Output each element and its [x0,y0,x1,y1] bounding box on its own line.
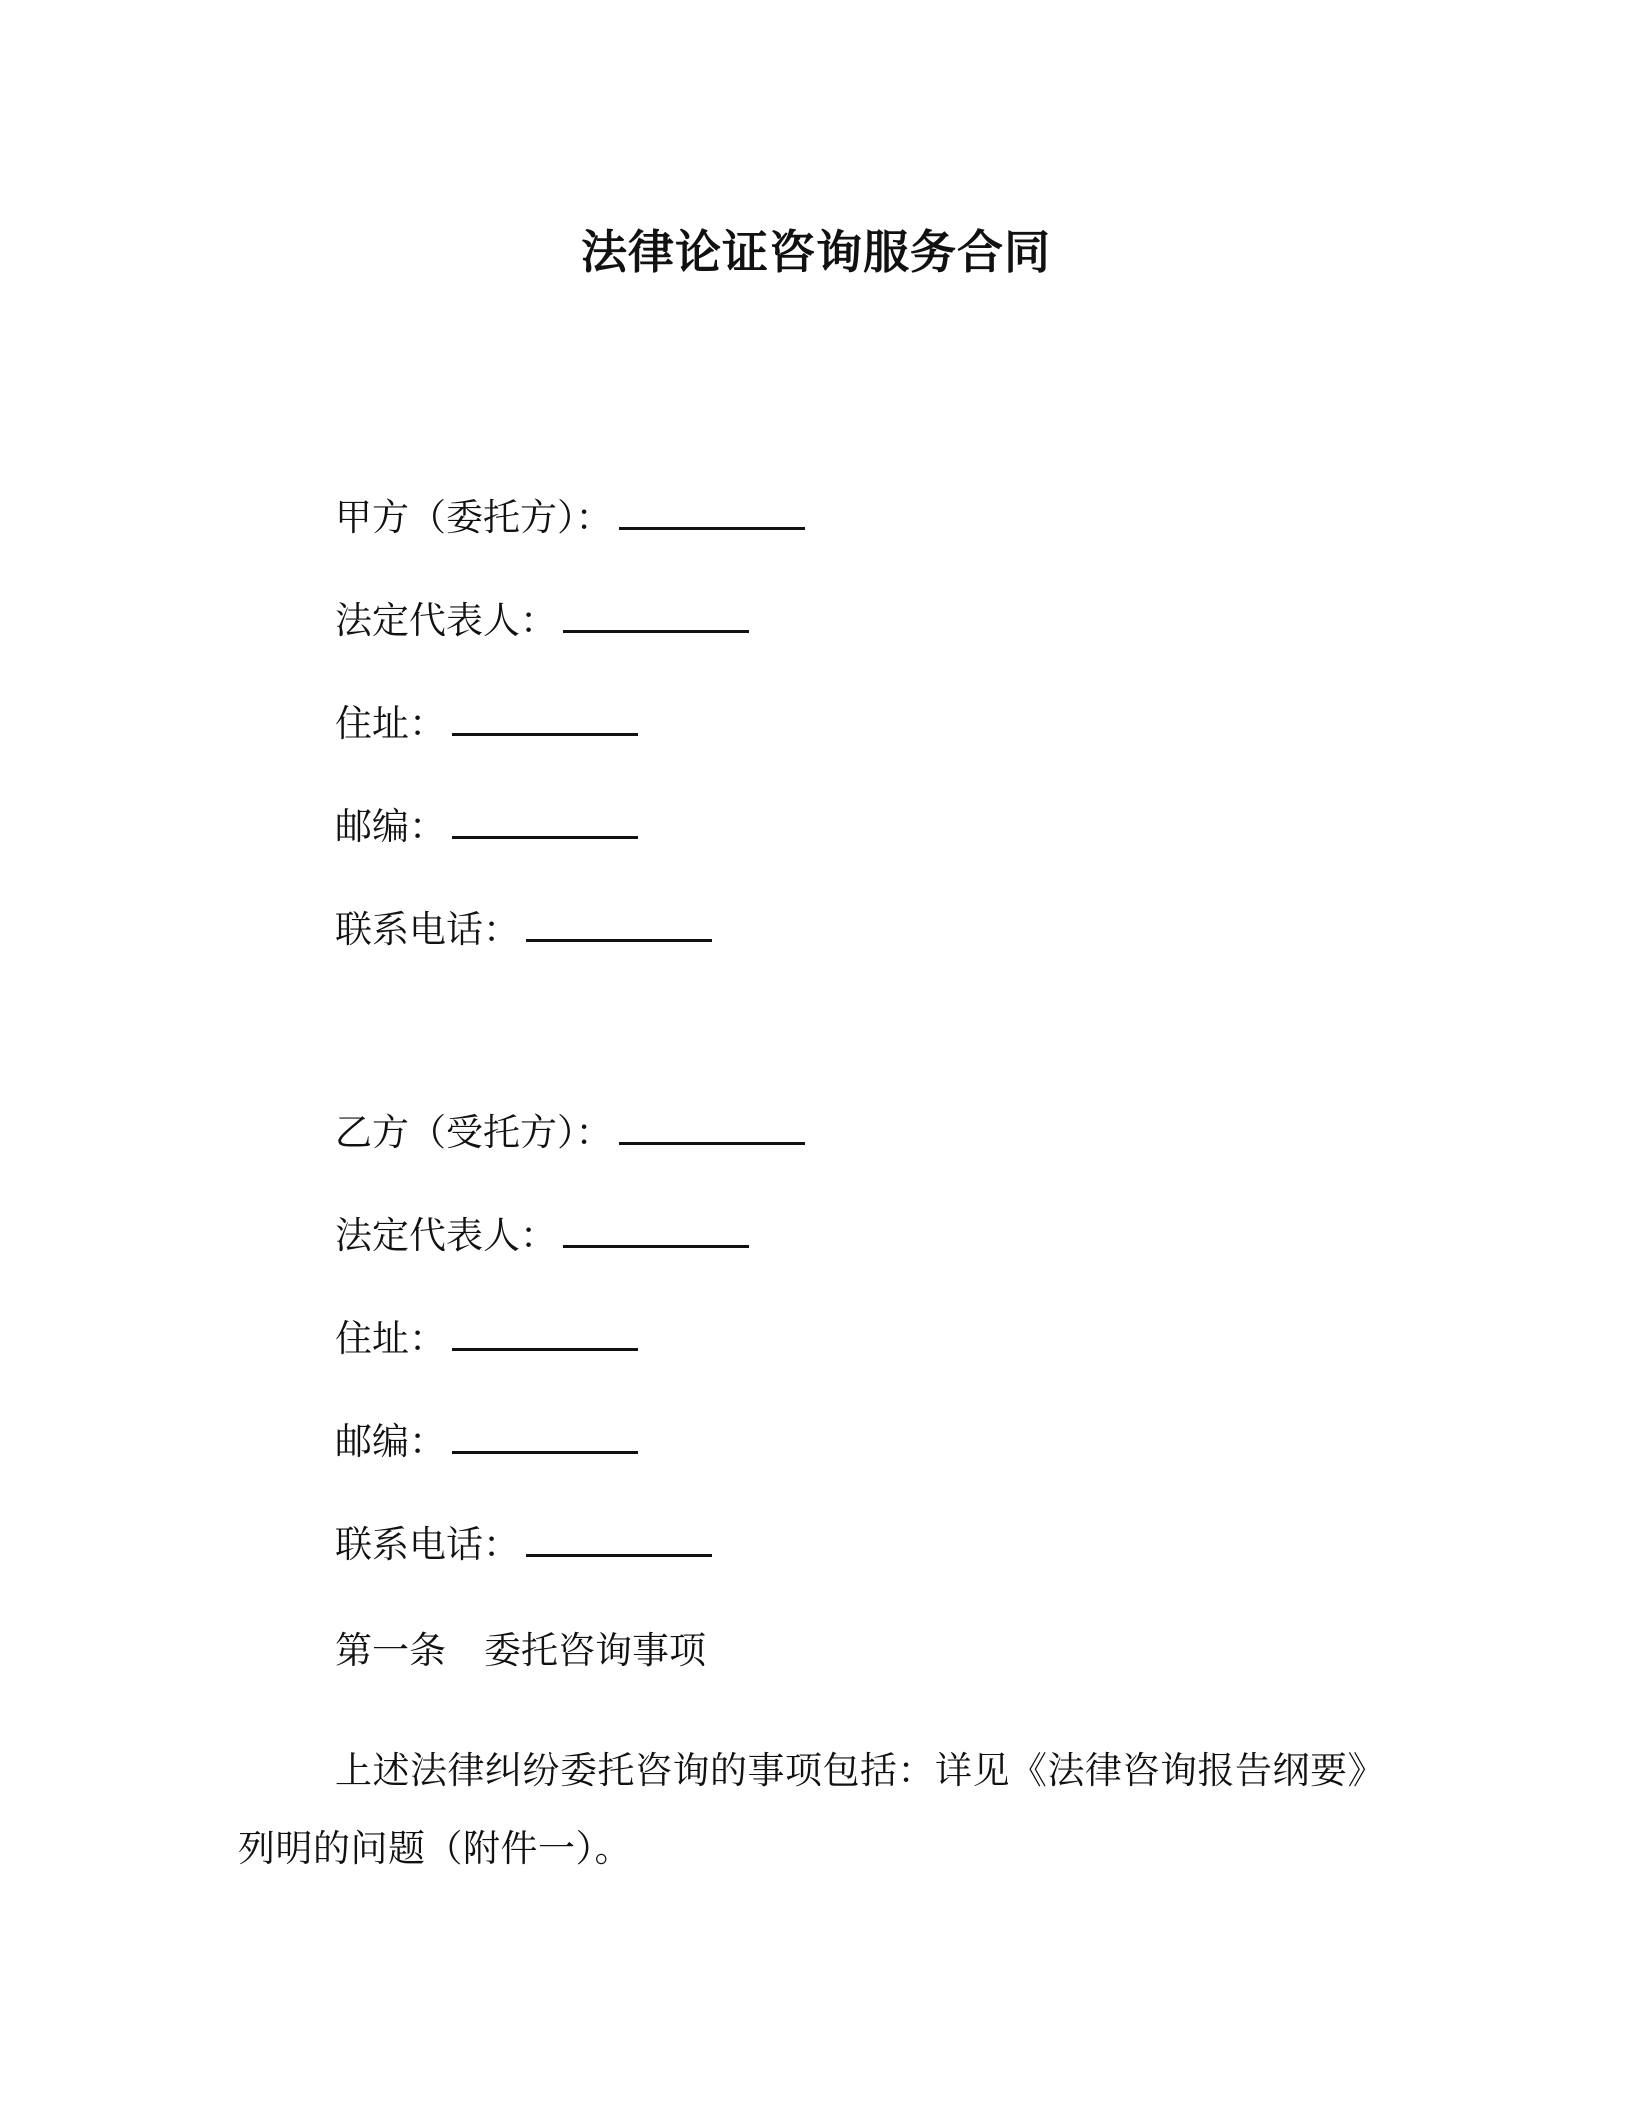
party-a-legal-rep-label: 法定代表人： [335,599,557,642]
party-a-postcode-label: 邮编： [335,805,446,848]
party-a-address-blank [452,703,638,736]
document-title: 法律论证咨询服务合同 [581,225,1051,279]
party-b-address-blank [452,1318,638,1351]
party-a-blank [619,497,805,530]
party-a-address-label: 住址： [335,702,446,745]
party-a-line [335,495,805,541]
party-a-address-line [335,701,638,747]
party-b-address-label: 住址： [335,1317,446,1360]
party-b-postcode-blank [452,1421,638,1454]
party-b-legal-rep-blank [563,1215,749,1248]
party-b-legal-rep-line [335,1213,749,1259]
party-b-blank [619,1112,805,1145]
party-a-postcode-blank [452,806,638,839]
party-b-phone-label: 联系电话： [335,1523,520,1566]
party-a-postcode-line [335,804,638,850]
party-b-postcode-label: 邮编： [335,1420,446,1463]
party-b-phone-blank [526,1524,712,1557]
party-a-label: 甲方（委托方）： [335,496,613,539]
article-1-title: 委托咨询事项 [484,1629,706,1672]
party-b-line [335,1110,805,1156]
party-b-legal-rep-label: 法定代表人： [335,1214,557,1257]
article-1-body: 上述法律纠纷委托咨询的事项包括：详见《法律咨询报告纲要》列明的问题（附件一）。 [238,1749,1367,1870]
party-b-label: 乙方（受托方）： [335,1111,613,1154]
party-a-legal-rep-line [335,598,749,644]
party-b-phone-line [335,1522,712,1568]
party-b-postcode-line [335,1419,638,1465]
party-a-phone-line [335,907,712,953]
party-a-phone-blank [526,909,712,942]
party-b-address-line [335,1316,638,1362]
article-1-heading [335,1628,706,1674]
party-a-legal-rep-blank [563,600,749,633]
party-a-phone-label: 联系电话： [335,908,520,951]
article-1-number: 第一条 [335,1629,446,1672]
